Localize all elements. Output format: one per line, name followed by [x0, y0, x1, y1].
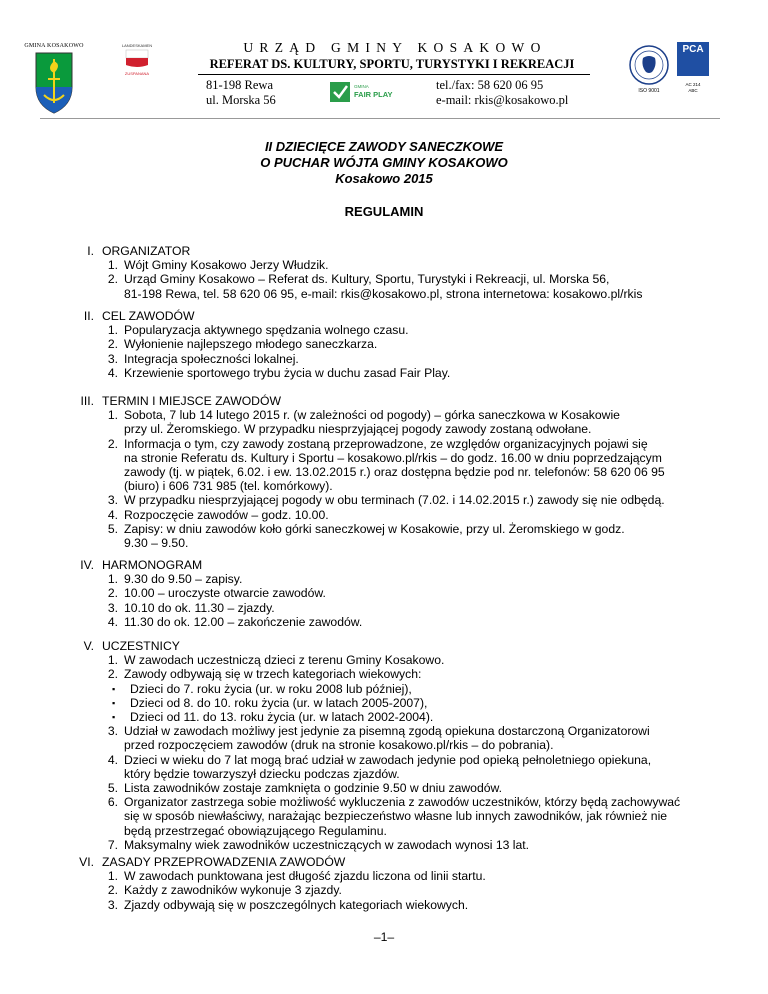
- section-heading: UCZESTNICY: [102, 639, 180, 653]
- iso-seal-icon: [628, 44, 670, 88]
- item-text: przed rozpoczęciem zawodów (druk na stronie kosakowo.pl/rkis – do pobrania).: [124, 738, 554, 753]
- item-number: 3.: [107, 493, 118, 508]
- item-number: 1.: [107, 258, 118, 273]
- title-line: O PUCHAR WÓJTA GMINY KOSAKOWO: [260, 155, 508, 170]
- bullet-item: [100, 696, 720, 710]
- list-item: [100, 883, 720, 897]
- item-number: 1.: [107, 572, 118, 587]
- bullet-item: [100, 710, 720, 724]
- list-item: [100, 586, 720, 600]
- fair-play-small: GMINA: [354, 84, 369, 89]
- item-text: się w sposób niewłaściwy, narażając bezpieczeństwo własne lub innych zawodników, jak również nie: [124, 809, 668, 824]
- item-text: 9.30 do 9.50 – zapisy.: [124, 572, 243, 587]
- section-number: V.: [83, 639, 94, 653]
- section-heading: ZASADY PRZEPROWADZENIA ZAWODÓW: [102, 855, 346, 869]
- item-text: 81-198 Rewa, tel. 58 620 06 95, e-mail: rkis@kosakowo.pl, strona internetowa: kosakowo.pl/rkis: [124, 286, 643, 301]
- item-number: 1.: [107, 408, 118, 423]
- section-number: I.: [87, 244, 94, 258]
- item-number: 3.: [107, 897, 118, 912]
- list-item: [100, 437, 720, 494]
- item-text: Krzewienie sportowego trybu życia w duchu zasad Fair Play.: [124, 365, 451, 380]
- pca-label: PCA: [677, 42, 709, 76]
- item-number: 4.: [107, 365, 118, 380]
- list-item: [100, 601, 720, 615]
- item-number: 2.: [107, 667, 118, 682]
- list-item: [100, 508, 720, 522]
- item-number: 2.: [107, 337, 118, 352]
- list-item: [100, 408, 720, 436]
- flag-caption-top: LANDESKAMEN: [121, 43, 153, 48]
- section-items: [100, 653, 720, 852]
- section-heading: TERMIN I MIEJSCE ZAWODÓW: [102, 394, 281, 408]
- list-item: [100, 653, 720, 667]
- item-number: 4.: [107, 507, 118, 522]
- list-item: [100, 667, 720, 724]
- list-item: [100, 337, 720, 351]
- flag-logo: [118, 43, 156, 81]
- item-text: Dzieci w wieku do 7 lat mogą brać udział w zawodach jedynie pod opieką pełnoletniego opiekuna,: [124, 752, 652, 767]
- item-text: który będzie towarzyszył dziecku podczas zjazdów.: [124, 766, 400, 781]
- item-text: Wyłonienie najlepszego młodego saneczkarza.: [124, 337, 378, 352]
- page-number: –1–: [373, 930, 395, 944]
- address-line: 81-198 Rewa: [206, 78, 273, 92]
- item-text: 9.30 – 9.50.: [124, 536, 189, 551]
- list-item: [100, 272, 720, 300]
- item-text: Integracja społeczności lokalnej.: [124, 351, 299, 366]
- gmina-kosakowo-logo: [22, 43, 86, 119]
- list-item: [100, 795, 720, 838]
- contact-info: [436, 78, 568, 108]
- item-number: 2.: [107, 586, 118, 601]
- item-number: 3.: [107, 724, 118, 739]
- office-subtitle: REFERAT DS. KULTURY, SPORTU, TURYSTYKI I REKREACJI: [209, 57, 575, 71]
- pca-sub: ABC: [688, 88, 698, 93]
- section-number: III.: [80, 394, 94, 408]
- list-item: [100, 838, 720, 852]
- item-text: Lista zawodników zostaje zamknięta o godzinie 9.50 w dniu zawodów.: [124, 781, 503, 796]
- item-number: 5.: [107, 781, 118, 796]
- item-number: 1.: [107, 323, 118, 338]
- section-items: [100, 408, 720, 550]
- section-number: IV.: [80, 558, 94, 572]
- item-text: Organizator zastrzega sobie możliwość wykluczenia z zawodów uczestników, którzy będą zachowywać: [124, 795, 681, 810]
- bullet-text: Dzieci od 8. do 10. roku życia (ur. w latach 2005-2007),: [130, 695, 428, 710]
- item-text: W zawodach punktowana jest długość zjazdu liczona od linii startu.: [124, 869, 486, 884]
- section-items: [100, 323, 720, 380]
- list-item: [100, 781, 720, 795]
- address-line: ul. Morska 56: [206, 93, 276, 107]
- title-line: Kosakowo 2015: [335, 171, 433, 186]
- item-number: 2.: [107, 883, 118, 898]
- item-text: (biuro) i 606 731 985 (tel. komórkowy).: [124, 479, 333, 494]
- item-text: 10.10 do ok. 11.30 – zjazdy.: [124, 600, 275, 615]
- regulamin-heading: REGULAMIN: [344, 204, 424, 219]
- fair-play-logo: [330, 81, 396, 103]
- item-text: Zapisy: w dniu zawodów koło górki saneczkowej w Kosakowie, przy ul. Żeromskiego w godz.: [124, 521, 625, 536]
- item-number: 6.: [107, 795, 118, 810]
- item-text: Zawody odbywają się w trzech kategoriach wiekowych:: [124, 667, 422, 682]
- phone-fax: tel./fax: 58 620 06 95: [436, 78, 544, 92]
- bullet-icon: ▪: [112, 712, 116, 722]
- list-item: [100, 724, 720, 752]
- header-divider: [198, 74, 590, 75]
- bullet-icon: ▪: [112, 697, 116, 708]
- section-items: [100, 572, 720, 629]
- bullet-text: Dzieci do 7. roku życia (ur. w roku 2008 lub później),: [130, 681, 412, 696]
- document-title: [0, 139, 768, 187]
- item-number: 3.: [107, 600, 118, 615]
- list-item: [100, 869, 720, 883]
- bullet-list: [100, 682, 720, 725]
- item-text: 11.30 do ok. 12.00 – zakończenie zawodów.: [124, 614, 363, 629]
- pca-code: AC 214: [685, 82, 701, 87]
- item-number: 1.: [107, 653, 118, 668]
- item-text: Udział w zawodach możliwy jest jedynie za pisemną zgodą opiekuna dostarczoną Organizatorowi: [124, 724, 650, 739]
- item-text: przy ul. Żeromskiego. W przypadku niesprzyjającej pogody zawody zostaną odwołane.: [124, 422, 592, 437]
- item-number: 4.: [107, 614, 118, 629]
- fair-play-label: FAIR PLAY: [354, 90, 393, 99]
- section-heading: ORGANIZATOR: [102, 244, 191, 258]
- item-text: Sobota, 7 lub 14 lutego 2015 r. (w zależności od pogody) – górka saneczkowa w Kosakowie: [124, 408, 620, 423]
- item-text: W przypadku niesprzyjającej pogody w obu terminach (7.02. i 14.02.2015 r.) zawody się nie odbędą.: [124, 493, 665, 508]
- section-items: [100, 869, 720, 912]
- item-text: Informacja o tym, czy zawody zostaną przeprowadzone, ze względów organizacyjnych pojawi się: [124, 436, 648, 451]
- bullet-text: Dzieci od 11. do 13. roku życia (ur. w latach 2002-2004).: [130, 710, 434, 724]
- header-rule: [40, 118, 720, 119]
- list-item: [100, 352, 720, 366]
- item-number: 7.: [107, 837, 118, 852]
- section-items: [100, 258, 720, 301]
- item-number: 1.: [107, 869, 118, 884]
- item-text: będą przestrzegać obowiązującego Regulaminu.: [124, 823, 387, 838]
- item-text: Maksymalny wiek zawodników uczestniczących w zawodach wynosi 13 lat.: [124, 837, 530, 852]
- section-number: VI.: [79, 855, 94, 869]
- list-item: [100, 572, 720, 586]
- item-number: 5.: [107, 521, 118, 536]
- pca-accreditation-logo: [677, 42, 709, 96]
- item-text: na stronie Referatu ds. Kultury i Sportu – kosakowo.pl/rkis – do godz. 16.00 w dniu poprzedzającym: [124, 450, 662, 465]
- list-item: [100, 615, 720, 629]
- coat-of-arms-icon: [22, 43, 86, 119]
- item-text: Wójt Gminy Kosakowo Jerzy Włudzik.: [124, 258, 329, 273]
- item-number: 2.: [107, 272, 118, 287]
- postal-address: [206, 78, 276, 108]
- item-text: zawody (tj. w piątek, 6.02. i ew. 13.02.2015 r.) oraz dostępna będzie pod nr. telefonów: 58 620 06 95: [124, 465, 665, 479]
- item-text: W zawodach uczestniczą dzieci z terenu Gminy Kosakowo.: [124, 653, 445, 668]
- item-text: Rozpoczęcie zawodów – godz. 10.00.: [124, 507, 329, 522]
- bullet-item: [100, 682, 720, 696]
- list-item: [100, 898, 720, 912]
- item-number: 4.: [107, 752, 118, 767]
- bullet-icon: ▪: [112, 683, 116, 694]
- list-item: [100, 323, 720, 337]
- list-item: [100, 366, 720, 380]
- list-item: [100, 493, 720, 507]
- item-text: Każdy z zawodników wykonuje 3 zjazdy.: [124, 883, 342, 898]
- section-heading: HARMONOGRAM: [102, 558, 203, 572]
- office-title: URZĄD GMINY KOSAKOWO: [243, 40, 547, 55]
- item-text: 10.00 – uroczyste otwarcie zawodów.: [124, 586, 326, 601]
- item-text: Zjazdy odbywają się w poszczególnych kategoriach wiekowych.: [124, 897, 469, 912]
- item-text: Popularyzacja aktywnego spędzania wolnego czasu.: [124, 323, 409, 338]
- logo-caption: GMINA KOSAKOWO: [24, 43, 84, 49]
- section-number: II.: [83, 309, 94, 323]
- list-item: [100, 753, 720, 781]
- iso-label: ISO 9001: [638, 88, 660, 94]
- list-item: [100, 522, 720, 550]
- item-text: Urząd Gminy Kosakowo – Referat ds. Kultury, Sportu, Turystyki i Rekreacji, ul. Morska 56,: [124, 272, 610, 287]
- flag-caption-bottom: ZUSPANANA: [124, 71, 150, 76]
- list-item: [100, 258, 720, 272]
- email-address: e-mail: rkis@kosakowo.pl: [436, 93, 569, 107]
- item-number: 3.: [107, 351, 118, 366]
- title-line: II DZIECIĘCE ZAWODY SANECZKOWE: [264, 139, 504, 154]
- item-number: 2.: [107, 436, 118, 451]
- section-heading: CEL ZAWODÓW: [102, 309, 195, 323]
- iso-certificate-logo: [628, 44, 670, 96]
